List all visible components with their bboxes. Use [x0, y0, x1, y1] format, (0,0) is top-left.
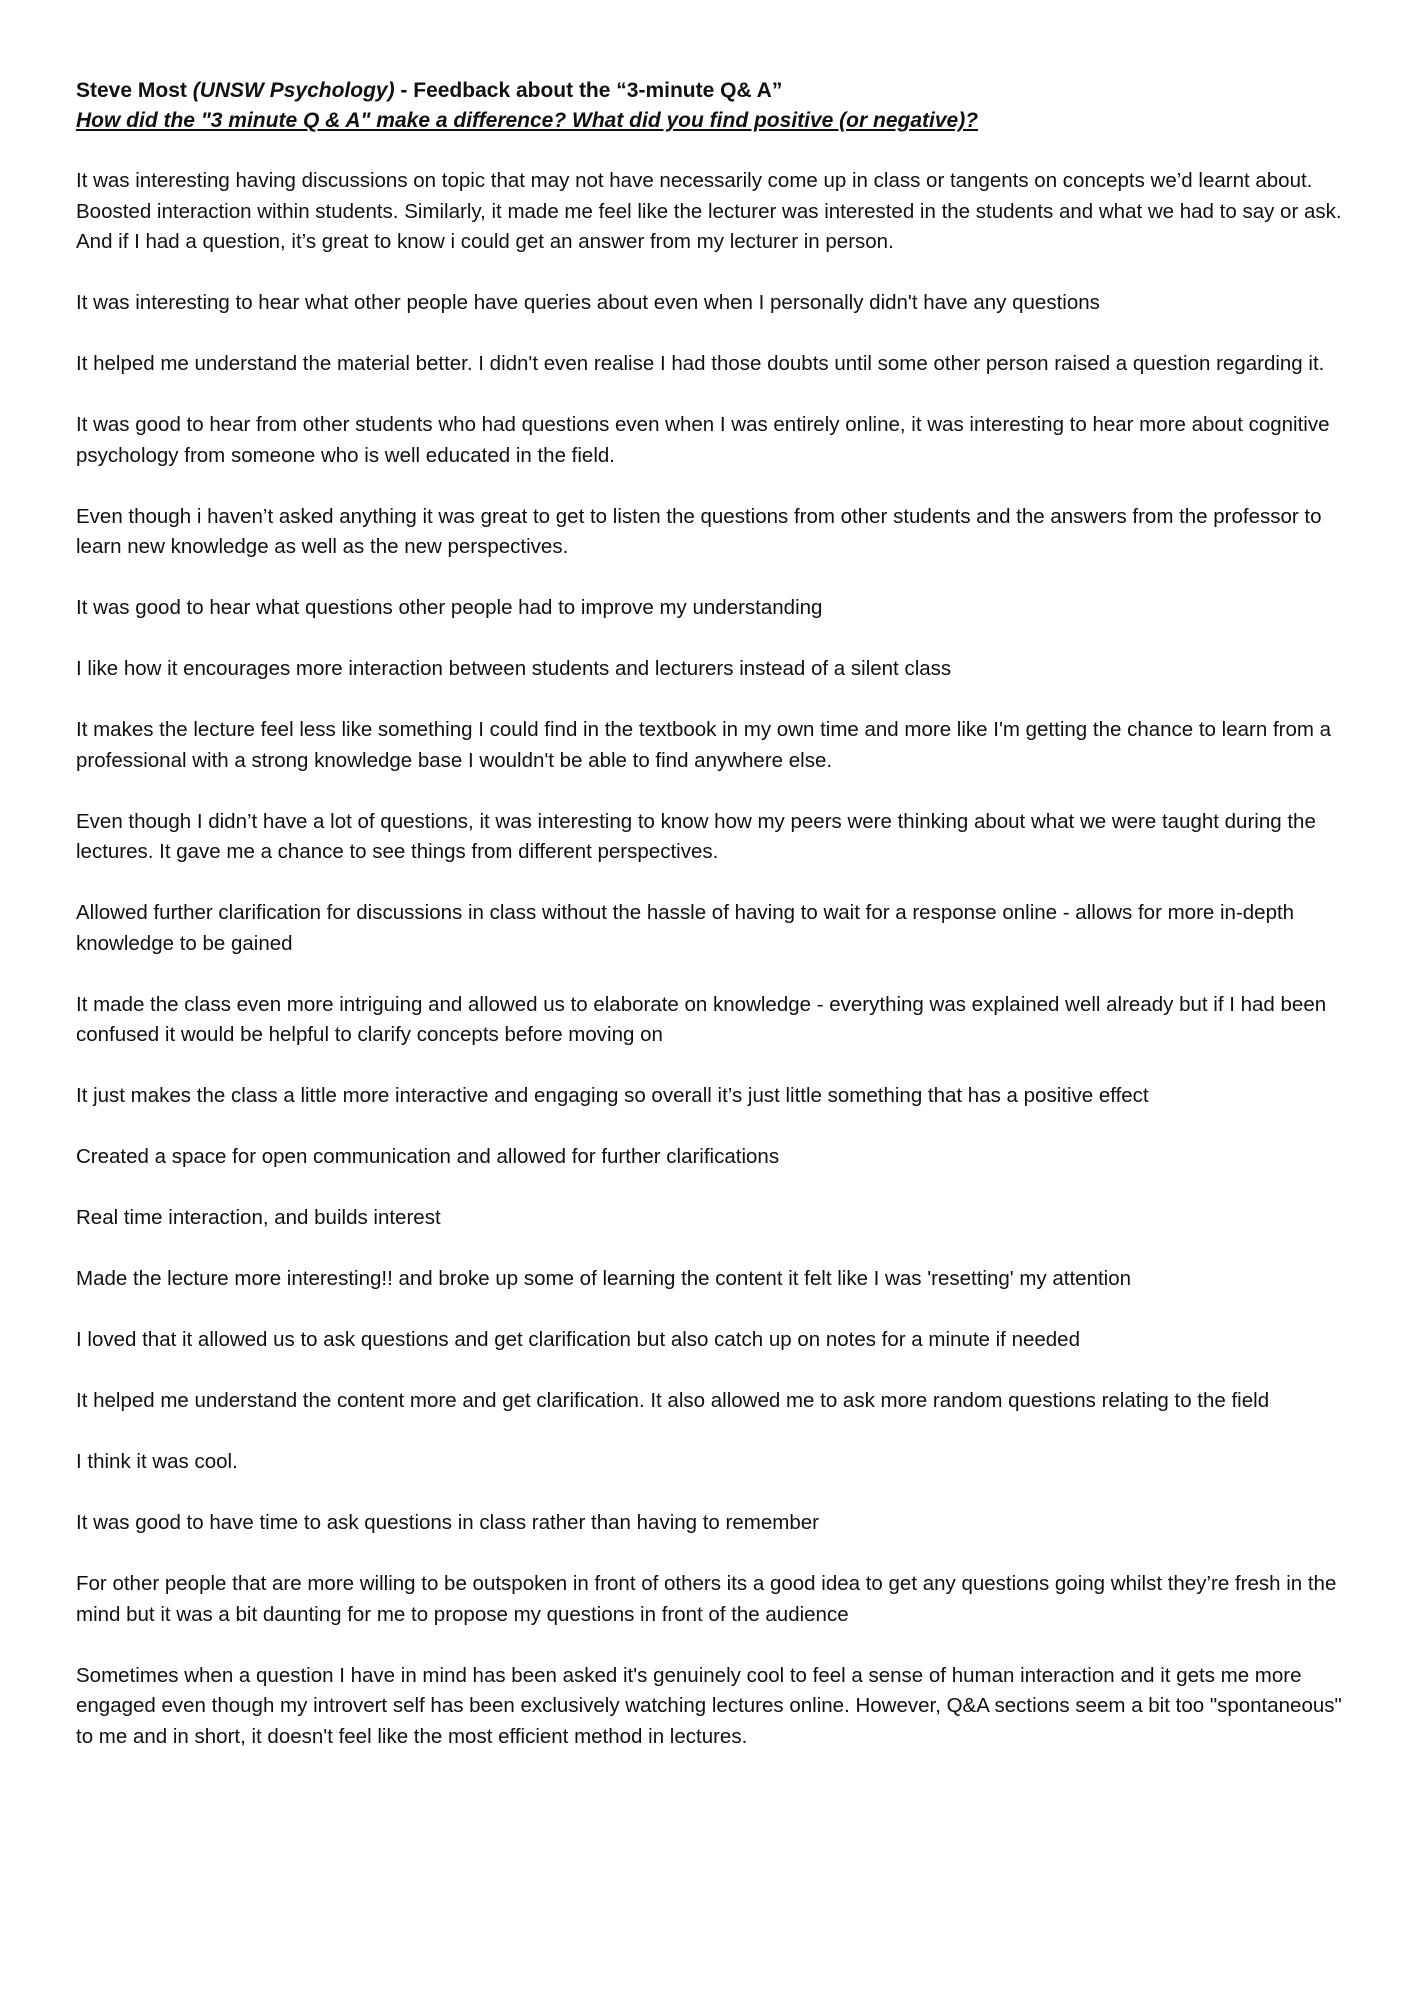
document-page [76, 76, 1348, 1783]
response-item: Made the lecture more interesting!! and broke up some of learning the content it felt like I was 'resetting' my attention [76, 1267, 1132, 1290]
title-rest: - Feedback about the “3-minute Q& A” [394, 79, 783, 102]
survey-question: How did the "3 minute Q & A" make a difference? What did you find positive (or negative)? [76, 109, 979, 132]
response-item: Sometimes when a question I have in mind has been asked it's genuinely cool to feel a sense of human interaction and it gets me more engaged even though my introvert self has been exclusively watching lectures online. However, Q&A sections seem a bit too "spontaneous" to me and in short, it doesn't feel like the most efficient method in lectures. [76, 1663, 1342, 1748]
response-item: Created a space for open communication and allowed for further clarifications [76, 1145, 780, 1168]
response-item: It helped me understand the content more and get clarification. It also allowed me to ask more random questions relating to the field [76, 1389, 1270, 1412]
title-author: Steve Most [76, 79, 187, 102]
response-item: It was good to hear what questions other people had to improve my understanding [76, 596, 823, 619]
response-item: For other people that are more willing to be outspoken in front of others its a good idea to get any questions going whilst they’re fresh in the mind but it was a bit daunting for me to propose my questions in front of the audience [76, 1572, 1337, 1626]
title-department: (UNSW Psychology) [192, 79, 395, 102]
response-item: I think it was cool. [76, 1450, 238, 1473]
response-item: It was good to hear from other students who had questions even when I was entirely online, it was interesting to hear more about cognitive psychology from someone who is well educated in the field. [76, 413, 1330, 467]
response-item: It made the class even more intriguing and allowed us to elaborate on knowledge - everything was explained well already but if I had been confused it would be helpful to clarify concepts before moving on [76, 992, 1327, 1046]
response-item: It was good to have time to ask questions in class rather than having to remember [76, 1511, 819, 1534]
response-item: Even though I didn’t have a lot of questions, it was interesting to know how my peers were thinking about what we were taught during the lectures. It gave me a chance to see things from different perspectives. [76, 809, 1316, 863]
response-item: Real time interaction, and builds interest [76, 1206, 441, 1229]
response-item: It just makes the class a little more interactive and engaging so overall it’s just little something that has a positive effect [76, 1084, 1149, 1107]
response-item: It makes the lecture feel less like something I could find in the textbook in my own time and more like I'm getting the chance to learn from a professional with a strong knowledge base I wouldn't be able to find anywhere else. [76, 718, 1332, 772]
response-item: It was interesting to hear what other people have queries about even when I personally didn't have any questions [76, 291, 1100, 314]
response-item: Allowed further clarification for discussions in class without the hassle of having to wait for a response online - allows for more in-depth knowledge to be gained [76, 901, 1295, 955]
response-item: I like how it encourages more interaction between students and lecturers instead of a silent class [76, 657, 952, 680]
response-list [76, 166, 1348, 1752]
response-item: Even though i haven’t asked anything it was great to get to listen the questions from other students and the answers from the professor to learn new knowledge as well as the new perspectives. [76, 504, 1322, 558]
response-item: I loved that it allowed us to ask questions and get clarification but also catch up on notes for a minute if needed [76, 1328, 1080, 1351]
document-title [76, 76, 1348, 106]
response-item: It helped me understand the material better. I didn't even realise I had those doubts until some other person raised a question regarding it. [76, 352, 1325, 375]
response-item: It was interesting having discussions on topic that may not have necessarily come up in class or tangents on concepts we’d learnt about. Boosted interaction within students. Similarly, it made me feel like the lecturer was interested in the students and what we had to say or ask. And if I had a question, it’s great to know i could get an answer from my lecturer in person. [76, 169, 1342, 253]
